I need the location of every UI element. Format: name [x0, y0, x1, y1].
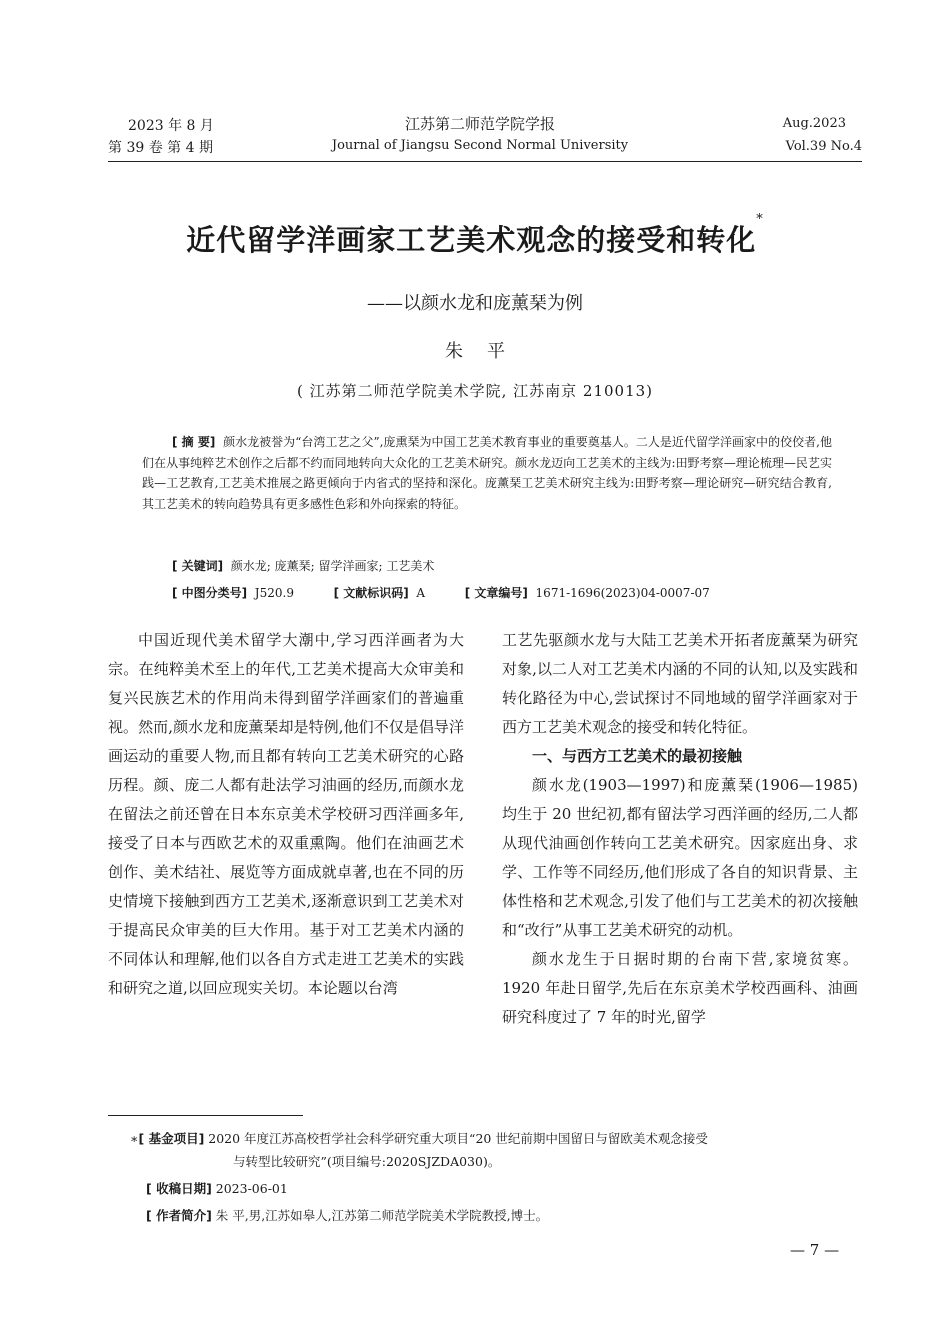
- author-bio-value: 朱 平,男,江苏如皋人,江苏第二师范学院美术学院教授,博士。: [215, 1208, 549, 1223]
- footnote-rule: [108, 1115, 303, 1116]
- header-volume-issue-en: Vol.39 No.4: [785, 139, 862, 154]
- received-date-value: 2023-06-01: [215, 1181, 288, 1196]
- section-heading: 一、与西方工艺美术的最初接触: [532, 747, 743, 765]
- abstract-label: [ 摘 要]: [172, 435, 216, 449]
- author-bio-note: [146, 1206, 548, 1226]
- page-number: — 7 —: [790, 1241, 840, 1259]
- fund-label: [ 基金项目]: [138, 1131, 205, 1146]
- body-paragraph: 颜水龙生于日据时期的台南下营,家境贫寒。1920 年赴日留学,先后在东京美术学校西画科、油画研究科度过了 7 年的时光,留学: [502, 950, 858, 1026]
- body-paragraph: 颜水龙(1903—1997)和庞薰琹(1906—1985)均生于 20 世纪初,都有留法学习西洋画的经历,二人都从现代油画创作转向工艺美术研究。因家庭出身、求学、工作等不同经历,他们形成了各自的知识背景、主体性格和艺术观念,引发了他们与工艺美术的初次接触和“改行”从事工艺美术研究的动机。: [502, 776, 858, 939]
- abstract-text: 颜水龙被誉为“台湾工艺之父”,庞熏琹为中国工艺美术教育事业的重要奠基人。二人是近代留学洋画家中的佼佼者,他们在从事纯粹艺术创作之后都不约而同地转向大众化的工艺美术研究。颜水龙迈向工艺美术的主线为:田野考察—理论梳理—民艺实践—工艺教育,工艺美术推展之路更倾向于内省式的坚持和深化。庞薰琹工艺美术研究主线为:田野考察—理论研究—研究结合教育,其工艺美术的转向趋势具有更多感性色彩和外向探索的特征。: [142, 435, 832, 511]
- journal-name-cn: 江苏第二师范学院学报: [404, 115, 555, 133]
- body-paragraph: 中国近现代美术留学大潮中,学习西洋画者为大宗。在纯粹美术至上的年代,工艺美术提高大众审美和复兴民族艺术的作用尚未得到留学洋画家们的普遍重视。然而,颜水龙和庞薰琹却是特例,他们不仅是倡导洋画运动的重要人物,而且都有转向工艺美术研究的心路历程。颜、庞二人都有赴法学习油画的经历,而颜水龙在留法之前还曾在日本东京美术学校研习西洋画多年,接受了日本与西欧艺术的双重熏陶。他们在油画艺术创作、美术结社、展览等方面成就卓著,也在不同的历史情境下接触到西方工艺美术,逐渐意识到工艺美术对于提高民众审美的巨大作用。基于对工艺美术内涵的不同体认和理解,他们以各自方式走进工艺美术的实践和研究之道,以回应现实关切。本论题以台湾: [108, 631, 464, 997]
- author-bio-label: [ 作者简介]: [146, 1208, 212, 1223]
- title-footnote-mark: *: [756, 212, 764, 227]
- keywords-line: [172, 557, 434, 574]
- fund-note: [130, 1129, 708, 1149]
- author-affiliation: ( 江苏第二师范学院美术学院, 江苏南京 210013): [296, 382, 654, 400]
- header-rule: [108, 161, 862, 162]
- header-volume-issue: 第 39 卷 第 4 期: [108, 140, 213, 156]
- fund-text-line1: 2020 年度江苏高校哲学社会科学研究重大项目“20 世纪前期中国留日与留欧美术观念接受: [208, 1131, 708, 1146]
- clc-value: J520.9: [254, 586, 294, 600]
- fund-mark: ∗: [130, 1131, 139, 1146]
- classification-line: [172, 584, 842, 601]
- keywords-label: [ 关键词]: [172, 559, 224, 573]
- fund-note-continued: [233, 1152, 500, 1172]
- header-date-en: Aug.2023: [782, 116, 846, 131]
- journal-name-en: Journal of Jiangsu Second Normal University: [331, 138, 629, 153]
- article-number-value: 1671-1696(2023)04-0007-07: [535, 586, 710, 600]
- doc-code-value: A: [416, 586, 426, 600]
- paper-title: 近代留学洋画家工艺美术观念的接受和转化*: [186, 212, 764, 257]
- clc-label: [ 中图分类号]: [172, 586, 248, 600]
- author-name: 朱平: [445, 341, 529, 362]
- paper-subtitle: ——以颜水龙和庞薰琹为例: [367, 293, 583, 314]
- article-number-label: [ 文章编号]: [464, 586, 528, 600]
- received-date-note: [146, 1179, 288, 1199]
- fund-text-line2: 与转型比较研究”(项目编号:2020SJZDA030)。: [233, 1154, 501, 1169]
- body-right-column: [502, 626, 858, 1032]
- keywords-text: 颜水龙; 庞薰琹; 留学洋画家; 工艺美术: [230, 559, 435, 573]
- doc-code-label: [ 文献标识码]: [333, 586, 409, 600]
- body-left-column: [108, 626, 464, 1003]
- received-date-label: [ 收稿日期]: [146, 1181, 212, 1196]
- body-paragraph: 工艺先驱颜水龙与大陆工艺美术开拓者庞薰琹为研究对象,以二人对工艺美术内涵的不同的认知,以及实践和转化路径为中心,尝试探讨不同地域的留学洋画家对于西方工艺美术观念的接受和转化特征。: [502, 631, 858, 736]
- abstract: [142, 432, 832, 514]
- header-date: 2023 年 8 月: [128, 118, 214, 134]
